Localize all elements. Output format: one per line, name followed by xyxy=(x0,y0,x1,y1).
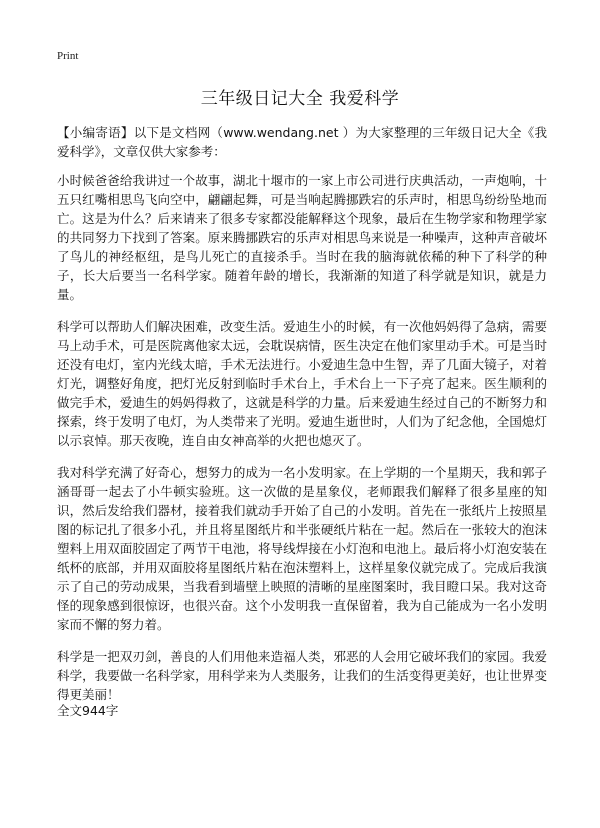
paragraph-conclusion: 科学是一把双刃剑，善良的人们用他来造福人类，邪恶的人会用它破坏我们的家园。我爱科学，我要做一名科学家，用科学来为人类服务，让我们的生活变得更美好，也让世界变得更美丽！ xyxy=(57,649,547,702)
page-title: 三年级日记大全 我爱科学 xyxy=(200,89,400,109)
paragraph-edison: 科学可以帮助人们解决困难，改变生活。爱迪生小的时候，有一次他妈妈得了急病，需要马上动手术，可是医院离他家太远，会耽误病情，医生决定在他们家里动手术。可是当时还没有电灯，室内光线太暗，手术无法进行。小爱迪生急中生智，弄了几面大镜子，对着灯光，调整好角度，把灯光反射到临时手术台上，手术台上一下子亮了起来。医生顺利的做完手术，爱迪生的妈妈得救了，这就是科学的力量。后来爱迪生经过自己的不断努力和探索，终于发明了电灯，为人类带来了光明。爱迪生逝世时，人们为了纪念他，全国熄灯以示哀悼。那天夜晚，连自由女神高举的火把也熄灭了。 xyxy=(57,319,547,448)
article-body xyxy=(57,123,547,717)
paragraph-invention: 我对科学充满了好奇心，想努力的成为一名小发明家。在上学期的一个星期天，我和郭子涵哥哥一起去了小牛顿实验班。这一次做的是星象仪，老师跟我们解释了很多星座的知识，然后发给我们器材，接着我们就动手开始了自己的小发明。首先在一张纸片上按照星图的标记扎了很多小孔，并且将星图纸片和半张硬纸片粘在一起。然后在一张较大的泡沫塑料上用双面胶固定了两节干电池，将导线焊接在小灯泡和电池上。最后将小灯泡安装在纸杯的底部，并用双面胶将星图纸片粘在泡沫塑料上，这样星象仪就完成了。完成后我演示了自己的劳动成果，当我看到墙壁上映照的清晰的星座图案时，我目瞪口呆。我对这奇怪的现象感到很惊讶，也很兴奋。这个小发明我一直保留着，我为自己能成为一名小发明家而不懈的努力着。 xyxy=(57,465,547,632)
word-count: 全文944字 xyxy=(57,703,119,718)
print-link[interactable]: Print xyxy=(57,50,79,62)
editor-intro: 【小编寄语】以下是文档网（www.wendang.net ）为大家整理的三年级日记大全《我爱科学》，文章仅供大家参考： xyxy=(57,125,547,159)
paragraph-story: 小时候爸爸给我讲过一个故事，湖北十堰市的一家上市公司进行庆典活动，一声炮响，十五只红嘴相思鸟飞向空中，翩翩起舞，可是当响起腾挪跌宕的乐声时，相思鸟纷纷坠地而亡。这是为什么？后来请来了很多专家都没能解释这个现象，最后在生物学家和物理学家的共同努力下找到了答案。原来腾挪跌宕的乐声对相思鸟来说是一种噪声，这种声音破坏了鸟儿的神经枢纽，是鸟儿死亡的直接杀手。当时在我的脑海就依稀的种下了科学的种子，长大后要当一名科学家。随着年龄的增长，我渐渐的知道了科学就是知识，就是力量。 xyxy=(57,173,547,302)
